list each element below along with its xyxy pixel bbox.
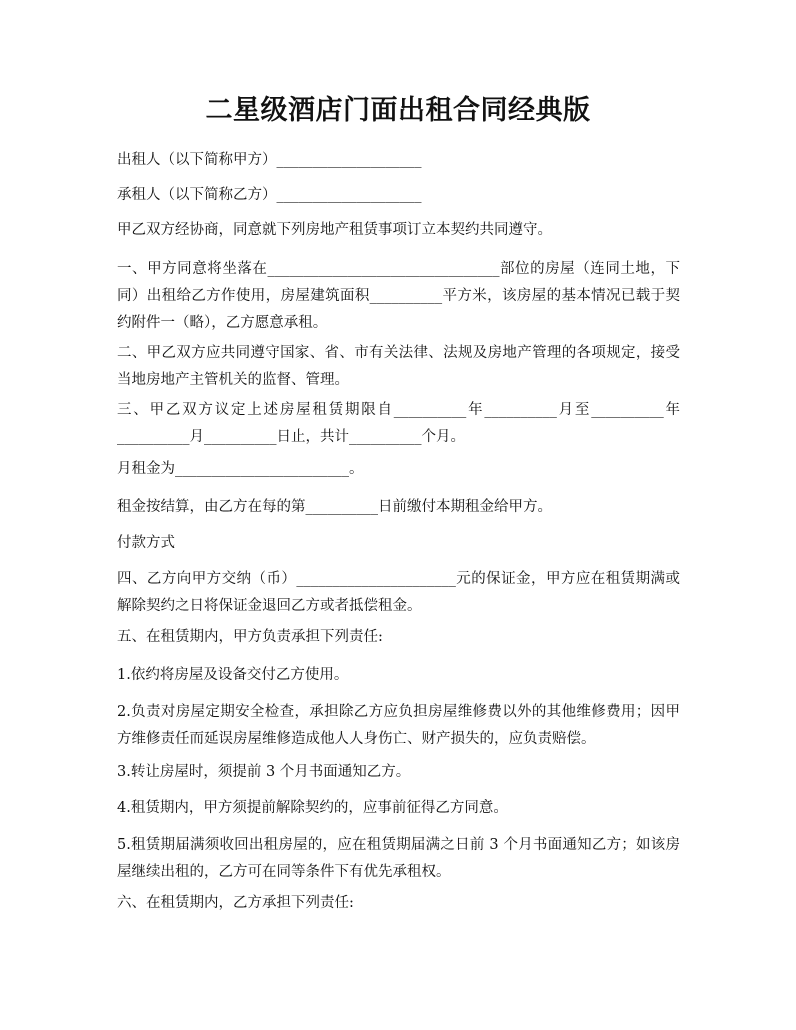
paragraph-clause-1: 一、甲方同意将坐落在________________________________部位的房屋（连同土地，下同）出租给乙方作使用，房屋建筑面积__________平方米，该房屋的基本情况已载于契约附件一（略），乙方愿意承租。	[117, 261, 680, 331]
paragraph-monthly-rent: 月租金为________________________。	[117, 461, 364, 477]
paragraph-payment-method: 付款方式	[117, 535, 175, 551]
document-title: 二星级酒店门面出租合同经典版	[205, 95, 591, 126]
paragraph-clause-2: 二、甲乙双方应共同遵守国家、省、市有关法律、法规及房地产管理的各项规定，接受当地房地产主管机关的监督、管理。	[117, 345, 680, 388]
paragraph-item-4: 4.租赁期内，甲方须提前解除契约的，应事前征得乙方同意。	[117, 800, 508, 816]
paragraph-item-5: 5.租赁期届满须收回出租房屋的，应在租赁期届满之日前 3 个月书面通知乙方；如该房屋继续出租的，乙方可在同等条件下有优先承租权。	[117, 837, 680, 880]
paragraph-lessor: 出租人（以下简称甲方）____________________	[117, 152, 422, 168]
paragraph-clause-4: 四、乙方向甲方交纳（币）______________________元的保证金，甲方应在租赁期满或解除契约之日将保证金退回乙方或者抵偿租金。	[117, 571, 680, 614]
paragraph-clause-3: 三、甲乙双方议定上述房屋租赁期限自__________年__________月至__________年__________月__________日止，共计__________个月。	[117, 402, 680, 445]
paragraph-clause-6: 六、在租赁期内，乙方承担下列责任:	[117, 895, 354, 911]
paragraph-item-3: 3.转让房屋时，须提前 3 个月书面通知乙方。	[117, 764, 411, 780]
paragraph-clause-5: 五、在租赁期内，甲方负责承担下列责任:	[117, 629, 383, 645]
paragraph-lessee: 承租人（以下简称乙方）____________________	[117, 187, 422, 203]
paragraph-item-1: 1.依约将房屋及设备交付乙方使用。	[117, 667, 349, 683]
paragraph-item-2: 2.负责对房屋定期安全检查，承担除乙方应负担房屋维修费以外的其他维修费用；因甲方维修责任而延误房屋维修造成他人人身伤亡、财产损失的，应负责赔偿。	[117, 704, 680, 747]
paragraph-agreement: 甲乙双方经协商，同意就下列房地产租赁事项订立本契约共同遵守。	[117, 222, 552, 238]
paragraph-rent-settlement: 租金按结算，由乙方在每的第__________日前缴付本期租金给甲方。	[117, 499, 552, 515]
